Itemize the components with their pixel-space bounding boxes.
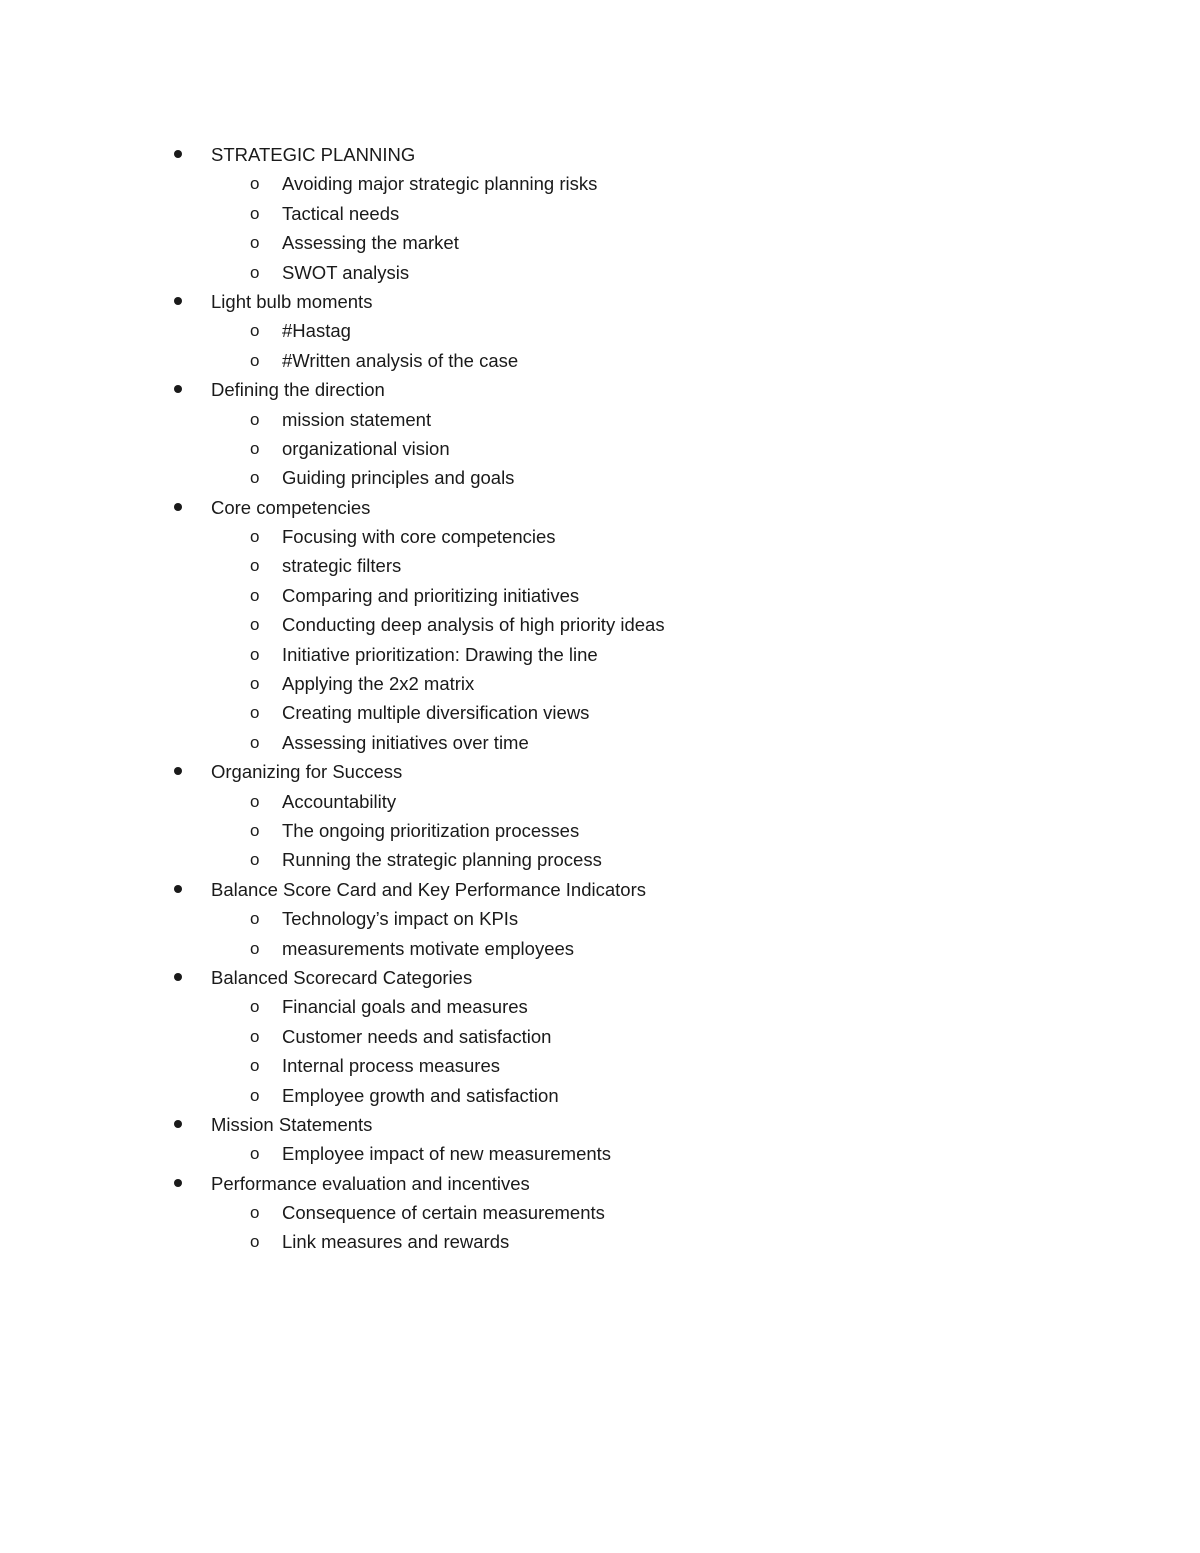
outline-subitem — [0, 640, 1200, 669]
sub-bullet-icon: o — [250, 262, 260, 282]
bullet-icon — [174, 973, 182, 981]
outline-item — [0, 757, 1200, 786]
bullet-icon — [174, 385, 182, 393]
sub-bullet-icon: o — [250, 615, 260, 635]
outline-subitem — [0, 1081, 1200, 1110]
outline-item-label: Light bulb moments — [211, 290, 373, 312]
sub-bullet-icon: o — [250, 703, 260, 723]
sub-bullet-icon: o — [250, 527, 260, 547]
outline-subitem-label: Tactical needs — [282, 202, 400, 224]
bullet-icon — [174, 1120, 182, 1128]
outline-subitem-label: Initiative prioritization: Drawing the line — [282, 643, 598, 665]
sub-bullet-icon: o — [250, 1232, 260, 1252]
sub-bullet-icon: o — [250, 850, 260, 870]
outline-item-label: STRATEGIC PLANNING — [211, 144, 416, 165]
outline-subitem-label: #Written analysis of the case — [282, 349, 519, 371]
outline-subitem-label: Internal process measures — [282, 1055, 500, 1077]
outline-item-label: Organizing for Success — [211, 761, 403, 783]
outline-subitem — [0, 434, 1200, 463]
outline-subitem-label: Focusing with core competencies — [282, 526, 556, 548]
outline-subitem — [0, 581, 1200, 610]
sub-bullet-icon: o — [250, 1056, 260, 1076]
outline-subitem — [0, 934, 1200, 963]
outline-subitem — [0, 787, 1200, 816]
outline-subitem-label: Comparing and prioritizing initiatives — [282, 584, 580, 606]
outline-item — [0, 1169, 1200, 1198]
sub-bullet-icon: o — [250, 438, 260, 458]
outline-subitem-label: strategic filters — [282, 555, 402, 577]
bullet-icon — [174, 885, 182, 893]
sub-bullet-icon: o — [250, 1026, 260, 1046]
bullet-icon — [174, 503, 182, 511]
outline-subitem — [0, 1198, 1200, 1227]
sub-bullet-icon: o — [250, 820, 260, 840]
outline-subitem — [0, 228, 1200, 257]
outline-subitem-label: Guiding principles and goals — [282, 467, 515, 489]
outline-item-label: Balanced Scorecard Categories — [211, 966, 473, 988]
outline-subitem — [0, 1227, 1200, 1256]
outline-subitem — [0, 405, 1200, 434]
sub-bullet-icon: o — [250, 674, 260, 694]
outline-item — [0, 375, 1200, 404]
outline-subitem — [0, 698, 1200, 727]
outline-subitem — [0, 522, 1200, 551]
outline-item-label: Mission Statements — [211, 1113, 373, 1135]
outline-subitem — [0, 1022, 1200, 1051]
outline-subitem-label: Financial goals and measures — [282, 996, 528, 1018]
bullet-icon — [174, 150, 182, 158]
outline-subitem-label: measurements motivate employees — [282, 937, 575, 959]
outline-subitem-label: The ongoing prioritization processes — [282, 819, 580, 841]
outline-subitem — [0, 1051, 1200, 1080]
outline-subitem-label: Conducting deep analysis of high priority ideas — [282, 614, 665, 636]
outline-subitem-label: mission statement — [282, 408, 432, 430]
sub-bullet-icon: o — [250, 556, 260, 576]
sub-bullet-icon: o — [250, 585, 260, 605]
bullet-icon — [174, 1179, 182, 1187]
outline-subitem — [0, 199, 1200, 228]
sub-bullet-icon: o — [250, 732, 260, 752]
outline-item — [0, 875, 1200, 904]
outline-subitem — [0, 463, 1200, 492]
outline-subitem — [0, 346, 1200, 375]
outline-subitem — [0, 816, 1200, 845]
outline-subitem — [0, 1139, 1200, 1168]
sub-bullet-icon: o — [250, 909, 260, 929]
outline-subitem-label: Creating multiple diversification views — [282, 702, 590, 724]
outline-subitem-label: Employee impact of new measurements — [282, 1143, 612, 1165]
sub-bullet-icon: o — [250, 791, 260, 811]
outline-subitem-label: #Hastag — [282, 320, 351, 342]
outline-subitem-label: Technology’s impact on KPIs — [282, 908, 519, 930]
outline-item — [0, 963, 1200, 992]
sub-bullet-icon: o — [250, 174, 260, 194]
outline-subitem-label: Employee growth and satisfaction — [282, 1084, 559, 1106]
sub-bullet-icon: o — [250, 203, 260, 223]
outline-subitem-label: Assessing the market — [282, 232, 459, 254]
outline-item-label: Balance Score Card and Key Performance Indicators — [211, 878, 646, 900]
outline-subitem — [0, 904, 1200, 933]
sub-bullet-icon: o — [250, 938, 260, 958]
sub-bullet-icon: o — [250, 644, 260, 664]
sub-bullet-icon: o — [250, 1203, 260, 1223]
outline-subitem — [0, 551, 1200, 580]
outline-subitem-label: Applying the 2x2 matrix — [282, 673, 475, 695]
sub-bullet-icon: o — [250, 1085, 260, 1105]
outline-subitem — [0, 169, 1200, 198]
sub-bullet-icon: o — [250, 409, 260, 429]
outline-subitem — [0, 728, 1200, 757]
outline-subitem-label: SWOT analysis — [282, 261, 410, 283]
sub-bullet-icon: o — [250, 1144, 260, 1164]
outline-item — [0, 140, 1200, 169]
outline-item — [0, 287, 1200, 316]
outline-subitem — [0, 610, 1200, 639]
outline-item — [0, 1110, 1200, 1139]
outline-subitem-label: Assessing initiatives over time — [282, 731, 529, 753]
outline-list — [0, 140, 1200, 1257]
outline-subitem — [0, 258, 1200, 287]
bullet-icon — [174, 767, 182, 775]
bullet-icon — [174, 297, 182, 305]
outline-item-label: Performance evaluation and incentives — [211, 1172, 530, 1194]
outline-item-label: Core competencies — [211, 496, 371, 518]
sub-bullet-icon: o — [250, 321, 260, 341]
sub-bullet-icon: o — [250, 997, 260, 1017]
outline-subitem-label: Link measures and rewards — [282, 1231, 510, 1253]
outline-subitem-label: Running the strategic planning process — [282, 849, 602, 871]
sub-bullet-icon: o — [250, 233, 260, 253]
sub-bullet-icon: o — [250, 350, 260, 370]
document-page — [0, 140, 1200, 1257]
outline-subitem-label: Customer needs and satisfaction — [282, 1025, 552, 1047]
outline-subitem — [0, 992, 1200, 1021]
outline-subitem-label: Accountability — [282, 790, 397, 812]
sub-bullet-icon: o — [250, 468, 260, 488]
outline-item-label: Defining the direction — [211, 379, 385, 401]
outline-item — [0, 493, 1200, 522]
outline-subitem — [0, 669, 1200, 698]
outline-subitem — [0, 316, 1200, 345]
outline-subitem-label: Consequence of certain measurements — [282, 1202, 605, 1224]
outline-subitem-label: organizational vision — [282, 437, 450, 459]
outline-subitem — [0, 845, 1200, 874]
outline-subitem-label: Avoiding major strategic planning risks — [282, 173, 598, 195]
